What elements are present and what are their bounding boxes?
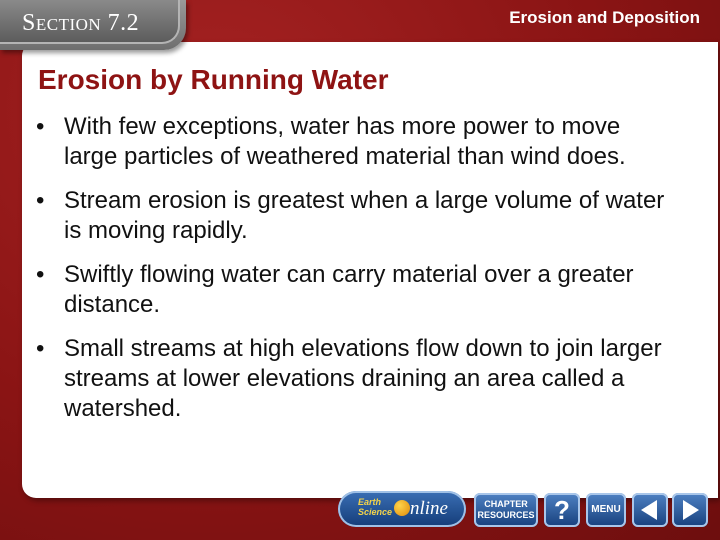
bullet-text: Stream erosion is greatest when a large volume of water is moving rapidly. bbox=[64, 187, 665, 244]
globe-icon bbox=[394, 500, 410, 516]
chapter-resources-line2: RESOURCES bbox=[477, 510, 535, 520]
bullet-item bbox=[36, 260, 676, 320]
bullet-item bbox=[36, 334, 676, 424]
arrow-right-icon bbox=[683, 500, 699, 520]
online-label: nline bbox=[410, 498, 448, 519]
bullet-dot: • bbox=[36, 261, 45, 288]
bullet-dot: • bbox=[36, 187, 45, 214]
bullet-item bbox=[36, 186, 676, 246]
chapter-title: Erosion and Deposition bbox=[509, 8, 700, 27]
chapter-resources-line1: CHAPTER bbox=[484, 499, 528, 509]
arrow-left-icon bbox=[641, 500, 657, 520]
next-slide-button[interactable] bbox=[672, 493, 708, 527]
earth-science-online-button[interactable] bbox=[338, 491, 466, 527]
menu-button[interactable]: MENU bbox=[586, 493, 626, 527]
bullet-text: With few exceptions, water has more power to move large particles of weathered material than wind does. bbox=[64, 113, 626, 170]
bullet-text: Small streams at high elevations flow down to join larger streams at lower elevations draining an area called a watershed. bbox=[64, 335, 662, 422]
section-label: Section 7.2 bbox=[22, 10, 140, 36]
earth-science-logo-text: Earth Science bbox=[358, 497, 393, 517]
section-tab bbox=[0, 0, 186, 50]
slide-title: Erosion by Running Water bbox=[38, 64, 389, 95]
bullet-list bbox=[36, 112, 676, 438]
previous-slide-button[interactable] bbox=[632, 493, 668, 527]
bullet-dot: • bbox=[36, 335, 45, 362]
chapter-resources-button[interactable] bbox=[474, 493, 538, 527]
bullet-dot: • bbox=[36, 113, 45, 140]
bullet-text: Swiftly flowing water can carry material over a greater distance. bbox=[64, 261, 634, 318]
help-button[interactable]: ? bbox=[544, 493, 580, 527]
bullet-item bbox=[36, 112, 676, 172]
navigation-bar bbox=[338, 487, 714, 531]
